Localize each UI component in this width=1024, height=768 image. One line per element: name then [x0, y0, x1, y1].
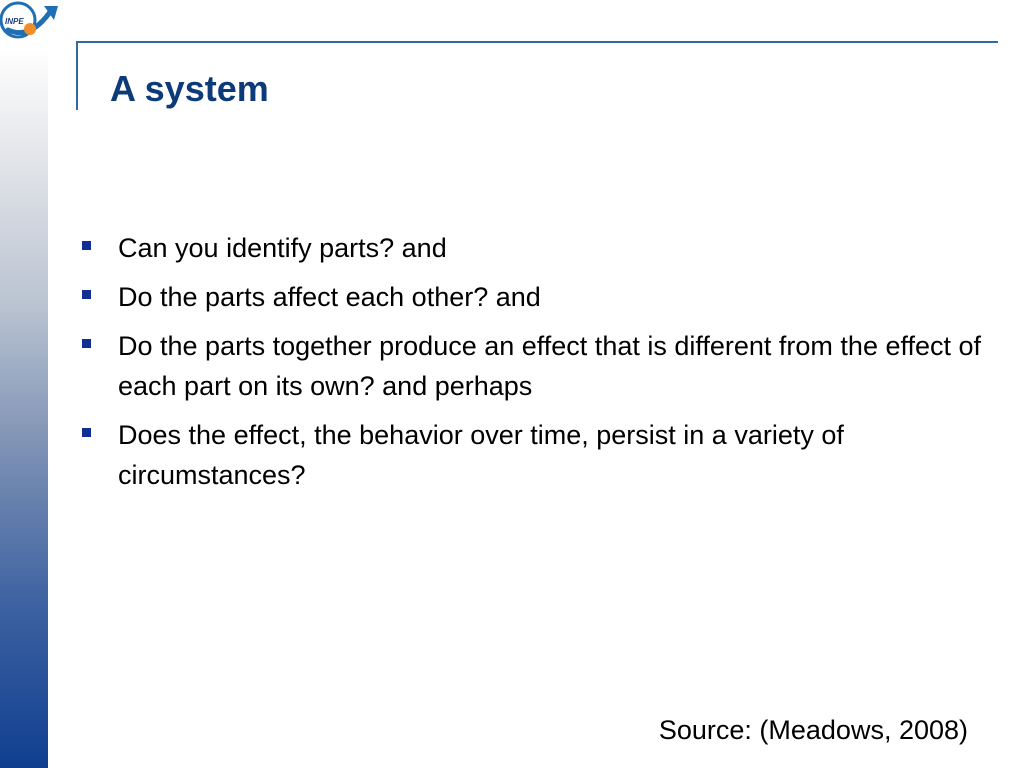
square-bullet-icon [82, 241, 91, 250]
svg-text:INPE: INPE [5, 17, 24, 26]
left-gradient-band [0, 0, 48, 768]
bullet-item [82, 277, 982, 317]
square-bullet-icon [82, 428, 91, 437]
bullet-item [82, 415, 982, 495]
bullet-list [82, 228, 982, 504]
bullet-text: Does the effect, the behavior over time, persist in a variety of circumstances? [118, 420, 844, 490]
bullet-text: Do the parts affect each other? and [118, 282, 541, 312]
title-horizontal-rule [77, 41, 998, 43]
slide-title: A system [110, 68, 269, 109]
bullet-text: Do the parts together produce an effect that is different from the effect of each part on its own? and perhaps [118, 331, 982, 401]
bullet-item [82, 228, 982, 268]
title-vertical-rule [76, 41, 78, 110]
square-bullet-icon [82, 290, 91, 299]
source-citation: Source: (Meadows, 2008) [658, 715, 968, 745]
inpe-logo [0, 0, 64, 48]
bullet-text: Can you identify parts? and [118, 233, 447, 263]
square-bullet-icon [82, 339, 91, 348]
bullet-item [82, 326, 982, 406]
